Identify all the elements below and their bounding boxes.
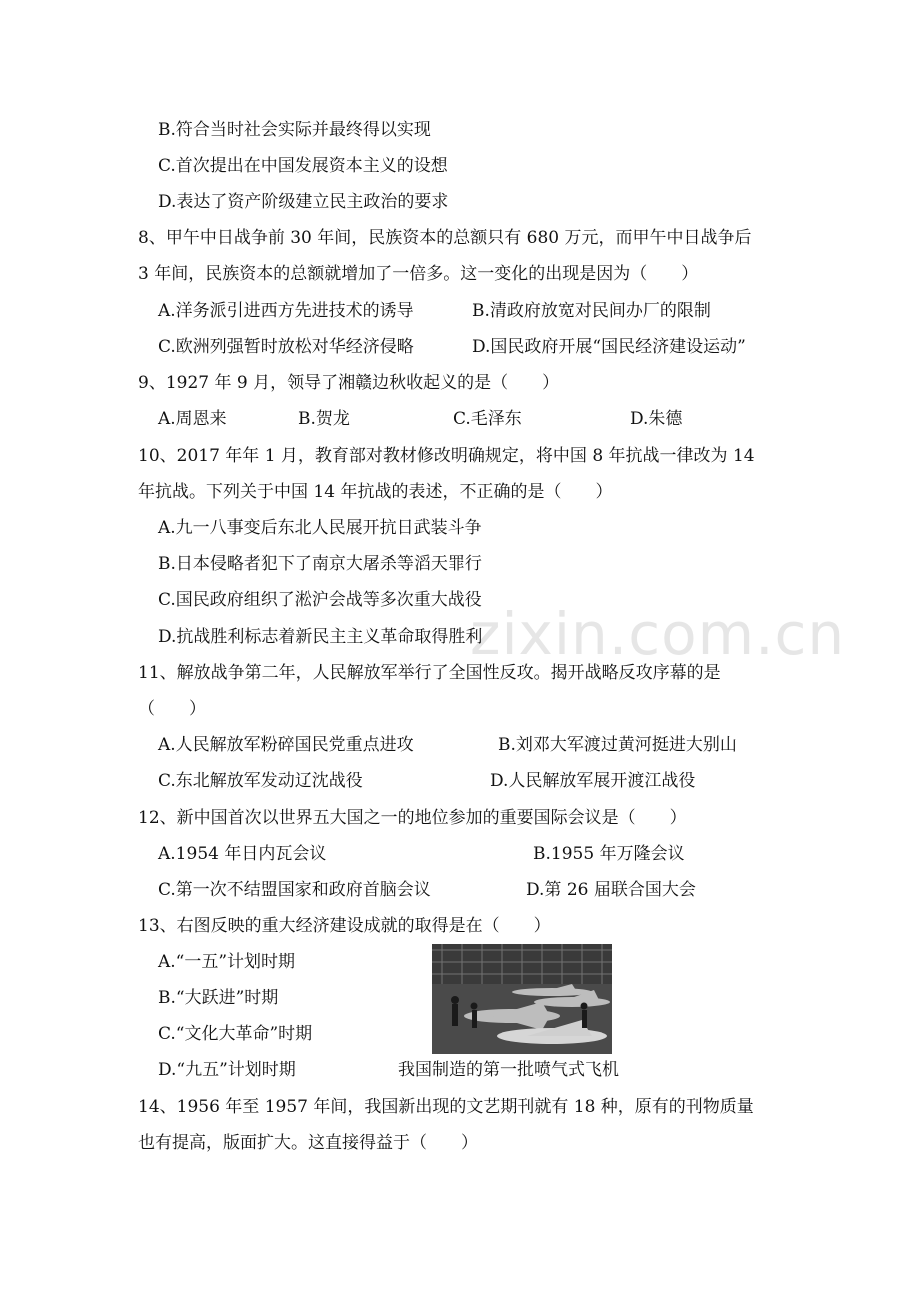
q10-stem-line2: 年抗战。下列关于中国 14 年抗战的表述，不正确的是（ ） [138,482,613,502]
q10-option-d: D.抗战胜利标志着新民主主义革命取得胜利 [158,627,483,647]
q11-option-d: D.人民解放军展开渡江战役 [490,771,696,791]
q12-option-d: D.第 26 届联合国大会 [526,880,696,900]
q11-stem-line2: （ ） [138,699,206,719]
q13-option-b: B.“大跃进”时期 [158,988,279,1008]
q8-stem-line1: 8、甲午中日战争前 30 年间，民族资本的总额只有 680 万元，而甲午中日战争后 [138,228,752,248]
q14-stem-line1: 14、1956 年至 1957 年间，我国新出现的文艺期刊就有 18 种，原有的刊物质量 [138,1097,754,1117]
q9-option-c: C.毛泽东 [453,409,522,429]
q8-option-a: A.洋务派引进西方先进技术的诱导 [158,301,414,321]
q7-option-d: D.表达了资产阶级建立民主政治的要求 [158,192,449,212]
jet-aircraft-factory-photo [432,944,612,1054]
q9-stem: 9、1927 年 9 月，领导了湘赣边秋收起义的是（ ） [138,373,560,393]
q11-stem-line1: 11、解放战争第二年，人民解放军举行了全国性反攻。揭开战略反攻序幕的是 [138,663,721,683]
q7-option-c: C.首次提出在中国发展资本主义的设想 [158,156,448,176]
q13-option-c: C.“文化大革命”时期 [158,1024,313,1044]
q13-option-a: A.“一五”计划时期 [158,952,296,972]
q11-option-a: A.人民解放军粉碎国民党重点进攻 [158,735,414,755]
q10-stem-line1: 10、2017 年年 1 月，教育部对教材修改明确规定，将中国 8 年抗战一律改为 14 [138,446,755,466]
q13-stem: 13、右图反映的重大经济建设成就的取得是在（ ） [138,916,551,936]
q11-option-c: C.东北解放军发动辽沈战役 [158,771,363,791]
q8-option-d: D.国民政府开展“国民经济建设运动” [472,337,746,357]
q13-option-d: D.“九五”计划时期 [158,1060,296,1080]
q10-option-a: A.九一八事变后东北人民展开抗日武装斗争 [158,518,482,538]
q14-stem-line2: 也有提高，版面扩大。这直接得益于（ ） [138,1133,478,1153]
q9-option-d: D.朱德 [630,409,683,429]
q8-stem-line2: 3 年间，民族资本的总额就增加了一倍多。这一变化的出现是因为（ ） [138,264,699,284]
q12-option-b: B.1955 年万隆会议 [533,844,685,864]
q12-option-a: A.1954 年日内瓦会议 [158,844,327,864]
q9-option-b: B.贺龙 [298,409,350,429]
q12-stem: 12、新中国首次以世界五大国之一的地位参加的重要国际会议是（ ） [138,808,687,828]
q10-option-c: C.国民政府组织了淞沪会战等多次重大战役 [158,590,482,610]
q10-option-b: B.日本侵略者犯下了南京大屠杀等滔天罪行 [158,554,482,574]
q9-option-a: A.周恩来 [158,409,227,429]
q8-option-b: B.清政府放宽对民间办厂的限制 [472,301,711,321]
q7-option-b: B.符合当时社会实际并最终得以实现 [158,120,431,140]
watermark: zixin.com.cn [470,600,846,668]
q13-photo-caption: 我国制造的第一批喷气式飞机 [398,1060,619,1080]
q8-option-c: C.欧洲列强暂时放松对华经济侵略 [158,337,414,357]
q12-option-c: C.第一次不结盟国家和政府首脑会议 [158,880,431,900]
q11-option-b: B.刘邓大军渡过黄河挺进大别山 [498,735,737,755]
